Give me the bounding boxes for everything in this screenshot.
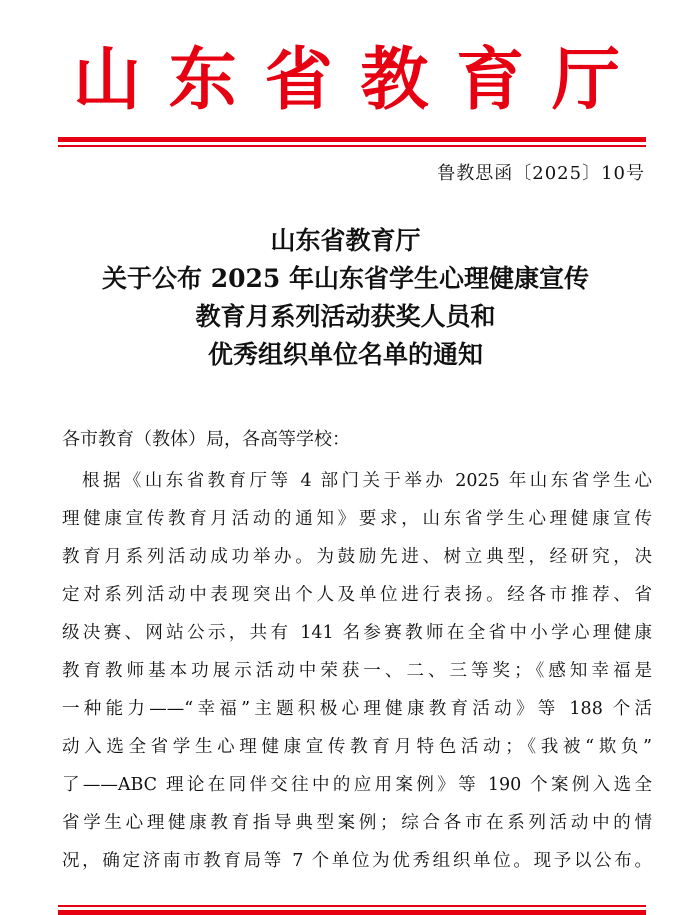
footer-red-rule-thin bbox=[58, 905, 646, 907]
title-line: 关于公布 2025 年山东省学生心理健康宣传 bbox=[102, 264, 589, 293]
salutation: 各市教育（教体）局，各高等学校： bbox=[62, 429, 350, 450]
agency-name-char: 省 bbox=[264, 40, 333, 120]
agency-name-char: 育 bbox=[456, 40, 525, 120]
body-line: 定对系列活动中表现突出个人及单位进行表扬。经各市推荐、省 bbox=[62, 585, 652, 605]
body-line: 教育月系列活动成功举办。为鼓励先进、树立典型，经研究，决 bbox=[62, 547, 652, 567]
document-header bbox=[0, 0, 691, 150]
agency-name bbox=[0, 36, 691, 124]
body-line: 了——ABC 理论在同伴交往中的应用案例》等 190 个案例入选全 bbox=[62, 775, 652, 795]
agency-name-char: 东 bbox=[168, 40, 237, 120]
agency-name-char: 厅 bbox=[551, 40, 620, 120]
title-line: 优秀组织单位名单的通知 bbox=[207, 340, 483, 369]
document-title bbox=[40, 222, 651, 374]
title-line: 山东省教育厅 bbox=[270, 226, 421, 255]
body-line: 理健康宣传教育月活动的通知》要求，山东省学生心理健康宣传 bbox=[62, 509, 652, 529]
document-number: 鲁教思函〔2025〕10号 bbox=[437, 163, 645, 184]
body-line: 省学生心理健康教育指导典型案例；综合各市在系列活动中的情 bbox=[62, 813, 652, 833]
header-red-rule-thin bbox=[58, 145, 646, 147]
agency-name-char: 山 bbox=[72, 40, 141, 120]
footer-red-rule-thick bbox=[58, 910, 646, 915]
body-line: 教育教师基本功展示活动中荣获一、二、三等奖；《感知幸福是 bbox=[62, 661, 652, 681]
body-line: 动入选全省学生心理健康宣传教育月特色活动；《我被“欺负” bbox=[62, 737, 652, 757]
header-red-rule-thick bbox=[58, 137, 646, 142]
body-paragraph bbox=[62, 462, 652, 880]
title-line: 教育月系列活动获奖人员和 bbox=[195, 302, 496, 331]
body-line: 根据《山东省教育厅等 4 部门关于举办 2025 年山东省学生心 bbox=[82, 471, 652, 491]
body-line: 况，确定济南市教育局等 7 个单位为优秀组织单位。现予以公布。 bbox=[62, 851, 652, 871]
body-line: 级决赛、网站公示，共有 141 名参赛教师在全省中小学心理健康 bbox=[62, 623, 652, 643]
body-line: 一种能力——“幸福”主题积极心理健康教育活动》等 188 个活 bbox=[62, 699, 652, 719]
agency-name-char: 教 bbox=[360, 40, 429, 120]
